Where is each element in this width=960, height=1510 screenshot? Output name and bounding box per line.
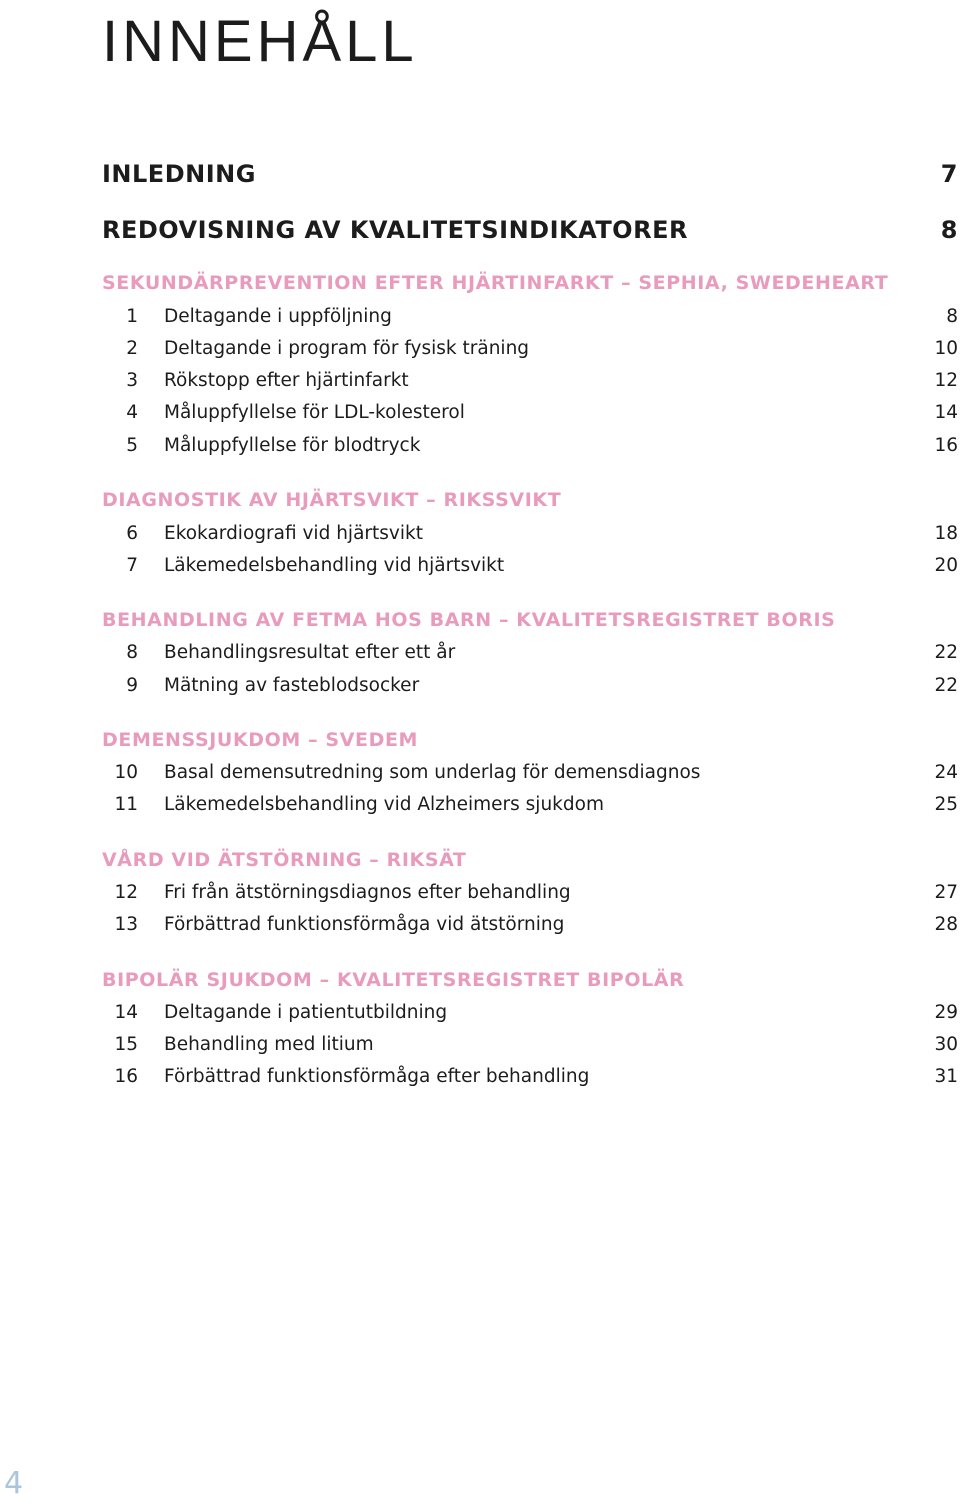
toc-entry[interactable] xyxy=(102,338,958,364)
toc-entry-page: 16 xyxy=(934,435,958,456)
toc-entry[interactable] xyxy=(102,642,958,668)
section-heading: VÅRD VID ÄTSTÖRNING – RIKSÄT xyxy=(102,849,467,871)
toc-entry-number: 9 xyxy=(126,675,138,696)
section-heading: BEHANDLING AV FETMA HOS BARN – KVALITETSREGISTRET BORIS xyxy=(102,609,836,631)
toc-entry-label: Läkemedelsbehandling vid hjärtsvikt xyxy=(164,555,505,576)
section-heading: DEMENSSJUKDOM – SVEDEM xyxy=(102,729,419,751)
toc-entry-number: 16 xyxy=(114,1066,138,1087)
toc-entry-label: Deltagande i patientutbildning xyxy=(164,1002,448,1023)
page-number: 4 xyxy=(4,1466,24,1501)
toc-main-entry[interactable] xyxy=(102,160,958,188)
toc-entry-number: 1 xyxy=(126,306,138,327)
toc-main-entry-page: 8 xyxy=(940,216,958,244)
toc-entry-number: 8 xyxy=(126,642,138,663)
toc-entry[interactable] xyxy=(102,306,958,332)
toc-entry-label: Behandlingsresultat efter ett år xyxy=(164,642,456,663)
toc-entry-label: Läkemedelsbehandling vid Alzheimers sjukdom xyxy=(164,794,604,815)
toc-entry-page: 22 xyxy=(934,675,958,696)
toc-entry-number: 4 xyxy=(126,402,138,423)
toc-main-entry-label: INLEDNING xyxy=(102,160,256,188)
toc-entry-page: 29 xyxy=(934,1002,958,1023)
toc-entry-label: Behandling med litium xyxy=(164,1034,374,1055)
toc-main-entry[interactable] xyxy=(102,216,958,244)
toc-entry-label: Mätning av fasteblodsocker xyxy=(164,675,420,696)
toc-entry-page: 20 xyxy=(934,555,958,576)
toc-entry[interactable] xyxy=(102,762,958,788)
toc-entry-page: 12 xyxy=(934,370,958,391)
section-heading: DIAGNOSTIK AV HJÄRTSVIKT – RIKSSVIKT xyxy=(102,489,562,511)
toc-entry-number: 11 xyxy=(114,794,138,815)
toc-entry[interactable] xyxy=(102,1066,958,1092)
toc-entry-label: Måluppfyllelse för blodtryck xyxy=(164,435,421,456)
toc-entry[interactable] xyxy=(102,794,958,820)
toc-entry-page: 18 xyxy=(934,523,958,544)
toc-entry-number: 2 xyxy=(126,338,138,359)
toc-entry-page: 28 xyxy=(934,914,958,935)
toc-entry-page: 27 xyxy=(934,882,958,903)
toc-entry[interactable] xyxy=(102,1002,958,1028)
toc-entry-page: 31 xyxy=(934,1066,958,1087)
toc-entry-number: 10 xyxy=(114,762,138,783)
toc-entry[interactable] xyxy=(102,523,958,549)
toc-entry-number: 3 xyxy=(126,370,138,391)
toc-entry-label: Förbättrad funktionsförmåga efter behandling xyxy=(164,1066,590,1087)
toc-entry-page: 8 xyxy=(946,306,958,327)
toc-entry-number: 6 xyxy=(126,523,138,544)
toc-entry[interactable] xyxy=(102,675,958,701)
toc-entry-label: Deltagande i uppföljning xyxy=(164,306,392,327)
toc-entry-page: 14 xyxy=(934,402,958,423)
toc-entry[interactable] xyxy=(102,435,958,461)
toc-entry-page: 10 xyxy=(934,338,958,359)
toc-entry-number: 12 xyxy=(114,882,138,903)
toc-entry-number: 5 xyxy=(126,435,138,456)
toc-entry-number: 13 xyxy=(114,914,138,935)
toc-entry-number: 7 xyxy=(126,555,138,576)
toc-entry[interactable] xyxy=(102,882,958,908)
toc-entry[interactable] xyxy=(102,1034,958,1060)
toc-entry-label: Basal demensutredning som underlag för demensdiagnos xyxy=(164,762,701,783)
toc-entry-number: 15 xyxy=(114,1034,138,1055)
toc-entry-label: Deltagande i program för fysisk träning xyxy=(164,338,530,359)
page-title: INNEHÅLL xyxy=(102,9,418,74)
toc-entry-label: Rökstopp efter hjärtinfarkt xyxy=(164,370,409,391)
toc-entry-page: 30 xyxy=(934,1034,958,1055)
toc-entry[interactable] xyxy=(102,555,958,581)
toc-entry-page: 24 xyxy=(934,762,958,783)
toc-entry-label: Fri från ätstörningsdiagnos efter behandling xyxy=(164,882,571,903)
toc-entry-page: 22 xyxy=(934,642,958,663)
toc-entry-label: Förbättrad funktionsförmåga vid ätstörning xyxy=(164,914,565,935)
toc-entry-label: Ekokardiografi vid hjärtsvikt xyxy=(164,523,423,544)
toc-main-entry-label: REDOVISNING AV KVALITETSINDIKATORER xyxy=(102,216,688,244)
toc-entry[interactable] xyxy=(102,914,958,940)
toc-main-entry-page: 7 xyxy=(940,160,958,188)
toc-entry[interactable] xyxy=(102,402,958,428)
section-heading: SEKUNDÄRPREVENTION EFTER HJÄRTINFARKT – SEPHIA, SWEDEHEART xyxy=(102,272,889,294)
toc-entry-label: Måluppfyllelse för LDL-kolesterol xyxy=(164,402,465,423)
toc-entry-page: 25 xyxy=(934,794,958,815)
section-heading: BIPOLÄR SJUKDOM – KVALITETSREGISTRET BIPOLÄR xyxy=(102,969,685,991)
toc-entry-number: 14 xyxy=(114,1002,138,1023)
toc-entry[interactable] xyxy=(102,370,958,396)
